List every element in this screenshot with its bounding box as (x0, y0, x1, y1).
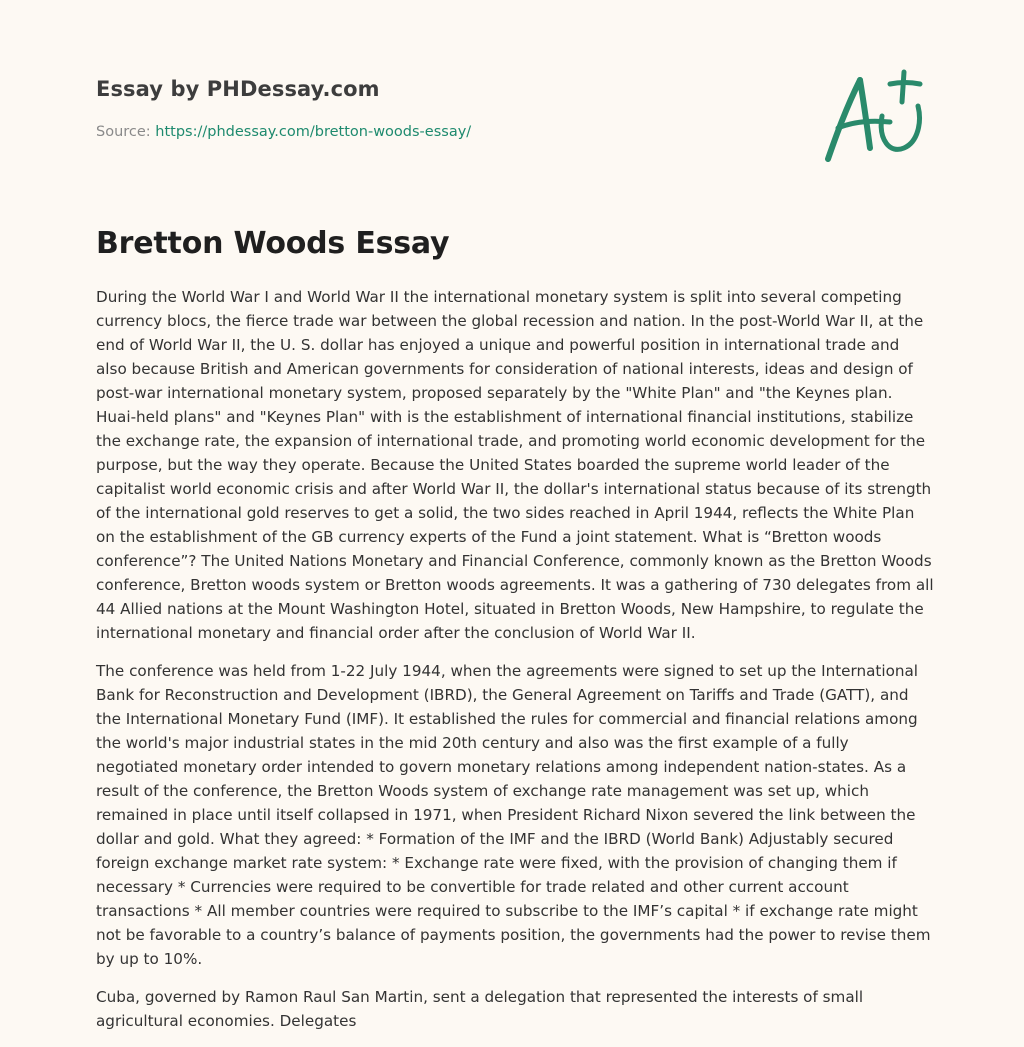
page-title: Bretton Woods Essay (96, 226, 450, 261)
essay-body (96, 285, 934, 1047)
source-line (96, 124, 471, 140)
source-label: Source: (96, 124, 156, 140)
source-link[interactable]: https://phdessay.com/bretton-woods-essay/ (155, 124, 472, 140)
a-plus-logo-icon (820, 66, 930, 166)
essay-paragraph-1: During the World War I and World War II the international monetary system is split into several competing currency blocs, the fierce trade war between the global recession and nation. In the post-World War II, at the end of World War II, the U. S. dollar has enjoyed a unique and powerful position in international trade and also because British and American governments for consideration of national interests, ideas and design of post-war international monetary system, proposed separately by the "White Plan" and "the Keynes plan. Huai-held plans" and "Keynes Plan" with is the establishment of international financial institutions, stabilize the exchange rate, the expansion of international trade, and promoting world economic development for the purpose, but the way they operate. Because the United States boarded the supreme world leader of the capitalist world economic crisis and after World War II, the dollar's international status because of its strength of the international gold reserves to get a solid, the two sides reached in April 1944, reflects the White Plan on the establishment of the GB currency experts of the Fund a joint statement. What is “Bretton woods conference”? The United Nations Monetary and Financial Conference, commonly known as the Bretton Woods conference, Bretton woods system or Bretton woods agreements. It was a gathering of 730 delegates from all 44 Allied nations at the Mount Washington Hotel, situated in Bretton Woods, New Hampshire, to regulate the international monetary and financial order after the conclusion of World War II. (96, 288, 934, 642)
site-title: Essay by PHDessay.com (96, 77, 380, 101)
essay-paragraph-2: The conference was held from 1-22 July 1944, when the agreements were signed to set up the International Bank for Reconstruction and Development (IBRD), the General Agreement on Tariffs and Trade (GATT), and the International Monetary Fund (IMF). It established the rules for commercial and financial relations among the world's major industrial states in the mid 20th century and also was the first example of a fully negotiated monetary order intended to govern monetary relations among independent nation-states. As a result of the conference, the Bretton Woods system of exchange rate management was set up, which remained in place until itself collapsed in 1971, when President Richard Nixon severed the link between the dollar and gold. What they agreed: * Formation of the IMF and the IBRD (World Bank) Adjustably secured foreign exchange market rate system: * Exchange rate were fixed, with the provision of changing them if necessary * Currencies were required to be convertible for trade related and other current account transactions * All member countries were required to subscribe to the IMF’s capital * if exchange rate might not be favorable to a country’s balance of payments position, the governments had the power to revise them by up to 10%. (96, 662, 931, 968)
essay-paragraph-3: Cuba, governed by Ramon Raul San Martin, sent a delegation that represented the interests of small agricultural economies. Delegates (96, 988, 864, 1030)
